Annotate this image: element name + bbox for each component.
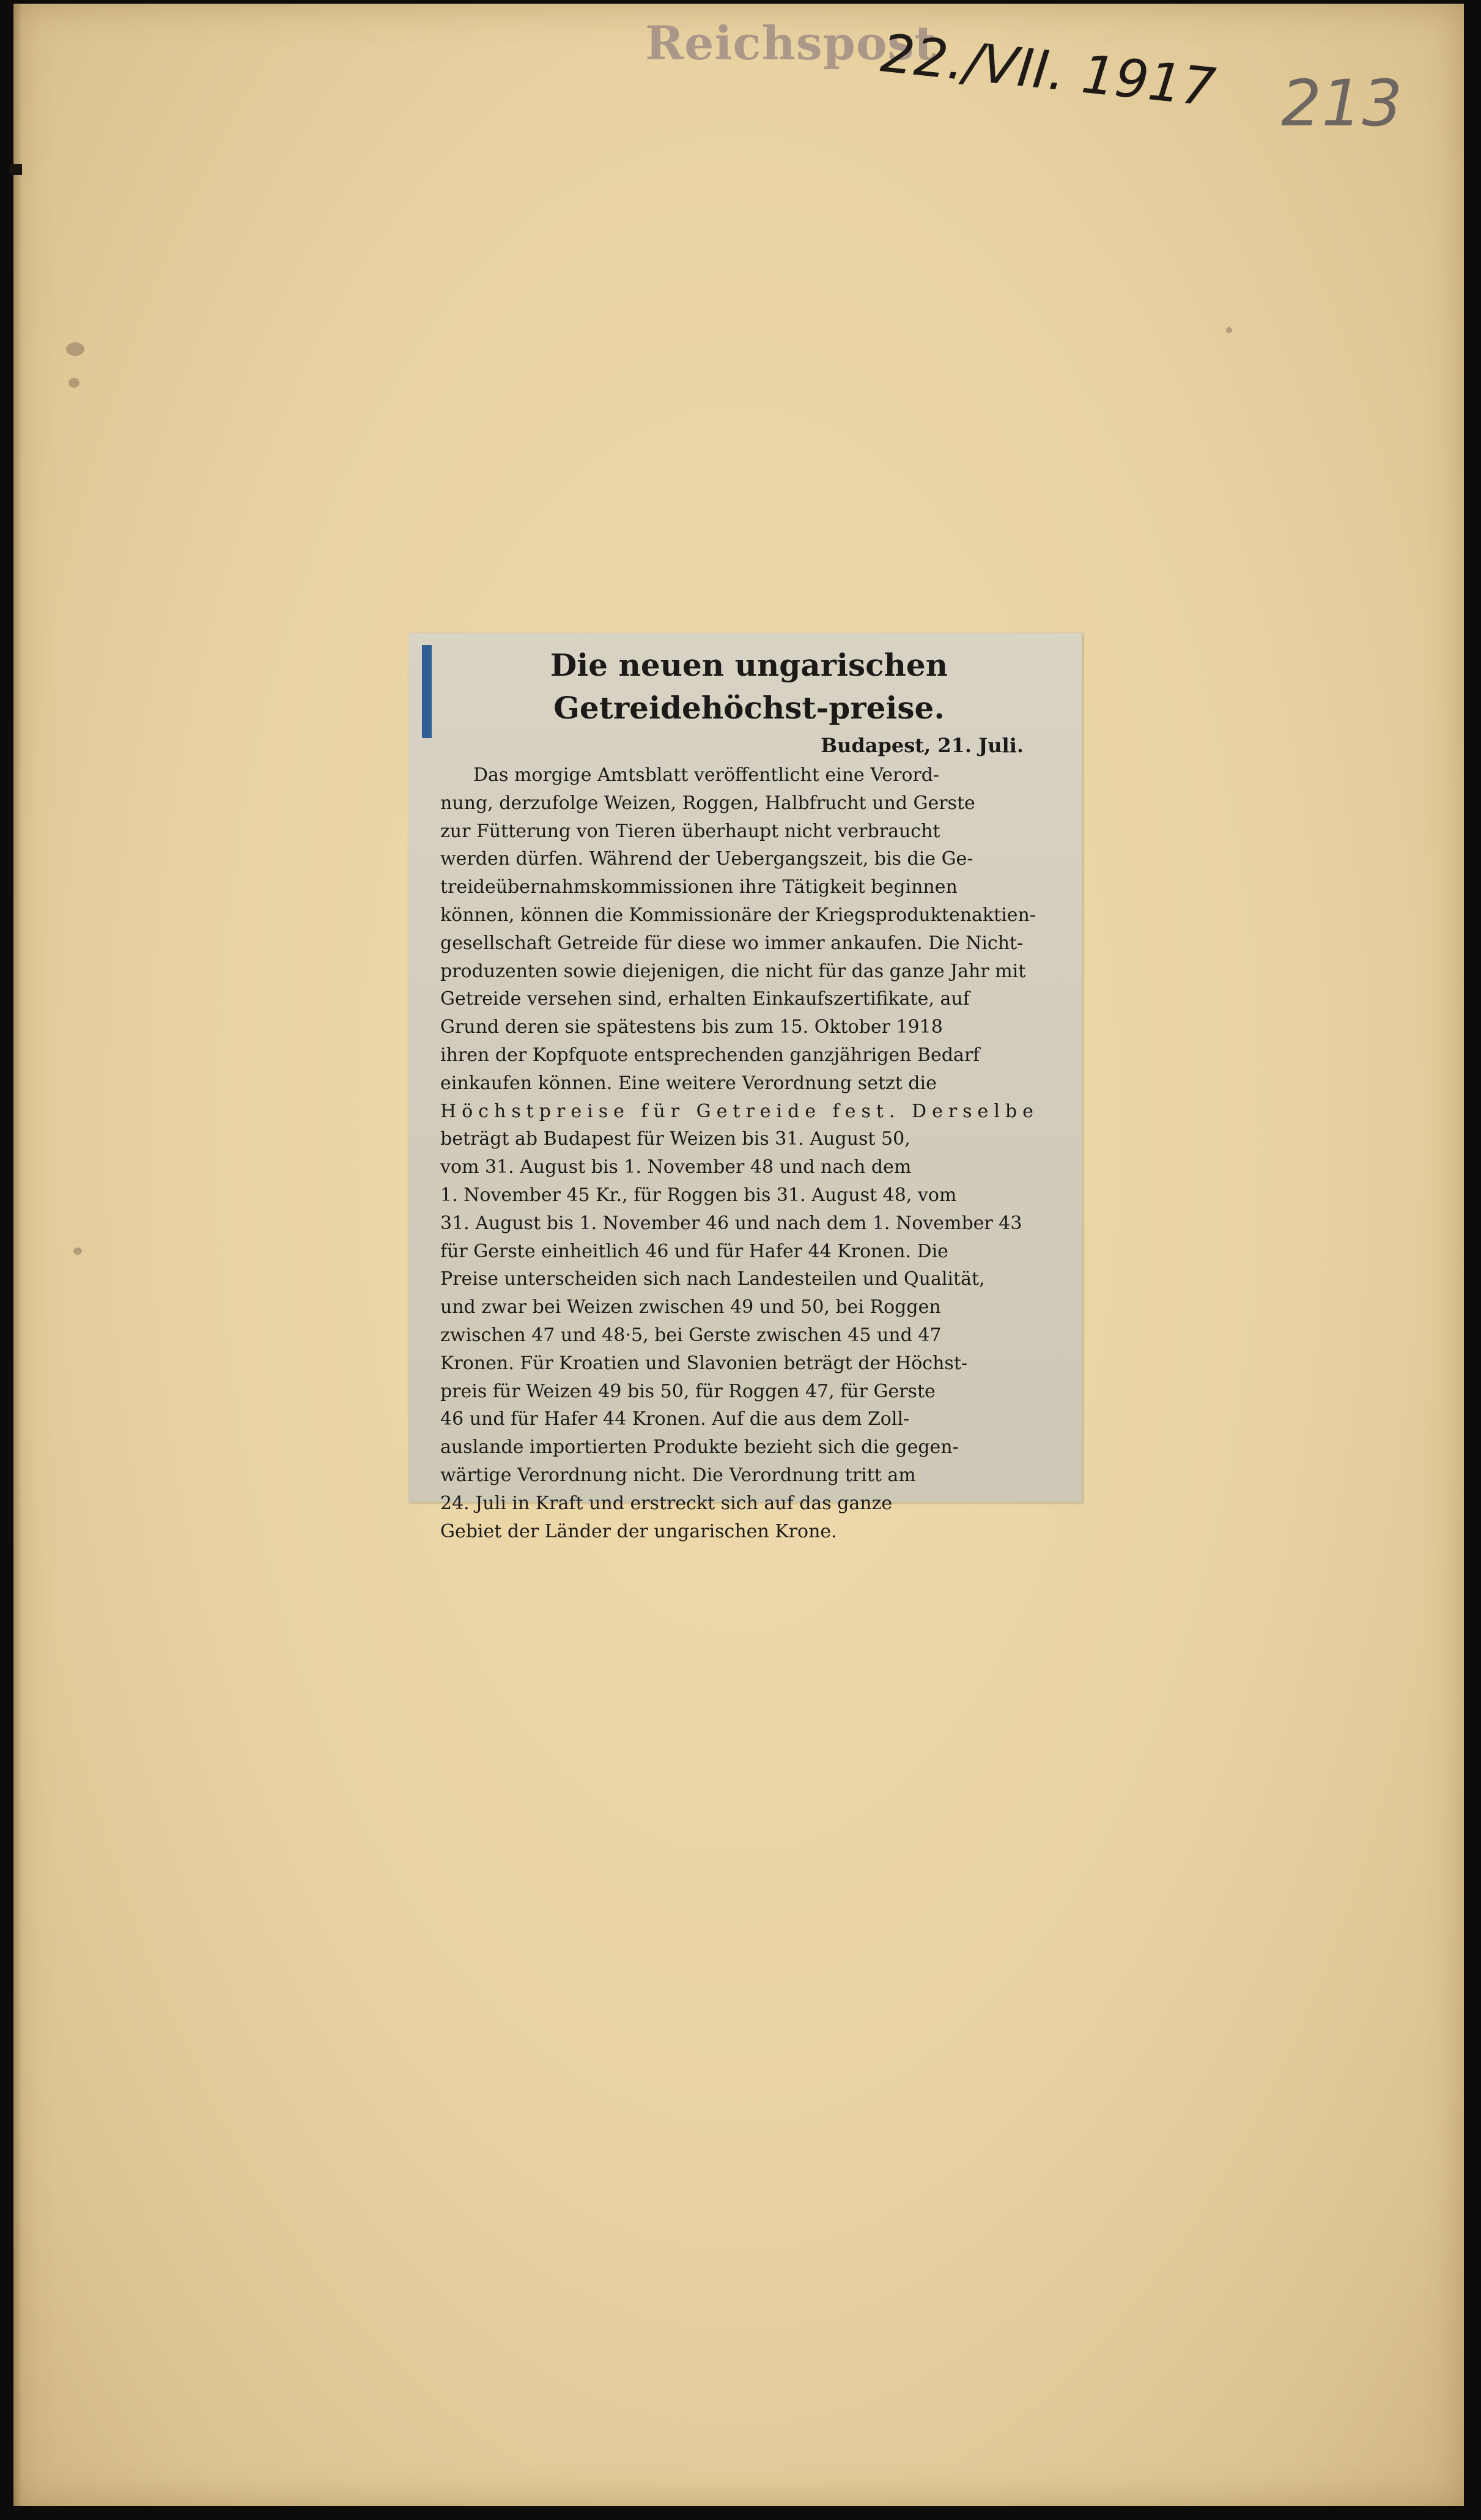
foxing-spot xyxy=(68,378,79,388)
article-line: zwischen 47 und 48·5, bei Gerste zwischen 45 und 47 xyxy=(440,1324,942,1346)
article-line: zur Fütterung von Tieren überhaupt nicht verbraucht xyxy=(440,820,940,842)
article-dateline: Budapest, 21. Juli. xyxy=(821,734,1024,757)
article-line: preis für Weizen 49 bis 50, für Roggen 47, für Gerste xyxy=(440,1380,936,1402)
handwritten-date: 22./VII. 1917 xyxy=(877,23,1219,119)
foxing-spot xyxy=(1226,327,1232,333)
sheet-edge-shadow xyxy=(13,4,22,2506)
article-line: ihren der Kopfquote entsprechenden ganzjährigen Bedarf xyxy=(440,1044,980,1066)
clipping-edge-mark xyxy=(422,645,432,738)
article-line: können, können die Kommissionäre der Kriegsproduktenaktien- xyxy=(440,904,1036,926)
article-line: 24. Juli in Kraft und erstreckt sich auf das ganze xyxy=(440,1492,893,1514)
foxing-spot xyxy=(66,342,84,356)
article-line: werden dürfen. Während der Uebergangszeit, bis die Ge- xyxy=(440,848,973,870)
article-line: Gebiet der Länder der ungarischen Krone. xyxy=(440,1520,837,1542)
newspaper-stamp: Reichspost xyxy=(645,16,937,70)
article-line: Getreide versehen sind, erhalten Einkaufszertifikate, auf xyxy=(440,988,970,1010)
article-line: treideübernahmskommissionen ihre Tätigkeit beginnen xyxy=(440,876,958,898)
article-line: einkaufen können. Eine weitere Verordnung setzt die xyxy=(440,1072,937,1094)
article-line: beträgt ab Budapest für Weizen bis 31. August 50, xyxy=(440,1128,910,1150)
edge-mark xyxy=(10,164,22,175)
article-line: Das morgige Amtsblatt veröffentlicht eine Verord- xyxy=(473,764,940,786)
article-headline: Die neuen ungarischen Getreidehöchst-preise. xyxy=(550,647,948,726)
article-line: auslande importierten Produkte bezieht sich die gegen- xyxy=(440,1436,959,1458)
foxing-spot xyxy=(73,1247,82,1255)
newspaper-clipping xyxy=(408,633,1082,1542)
article-line: produzenten sowie diejenigen, die nicht für das ganze Jahr mit xyxy=(440,960,1026,982)
article-line: gesellschaft Getreide für diese wo immer ankaufen. Die Nicht- xyxy=(440,932,1024,954)
article-line: und zwar bei Weizen zwischen 49 und 50, bei Roggen xyxy=(440,1296,941,1318)
article-line: Kronen. Für Kroatien und Slavonien beträgt der Höchst- xyxy=(440,1352,968,1374)
handwritten-number: 213 xyxy=(1281,66,1403,141)
article-line: Preise unterscheiden sich nach Landesteilen und Qualität, xyxy=(440,1268,985,1290)
article-line: für Gerste einheitlich 46 und für Hafer 44 Kronen. Die xyxy=(440,1240,948,1262)
article-line: Höchstpreise für Getreide fest. Derselbe xyxy=(440,1100,1039,1122)
article-body xyxy=(440,761,1058,1542)
article-line: nung, derzufolge Weizen, Roggen, Halbfrucht und Gerste xyxy=(440,792,975,814)
article-line: wärtige Verordnung nicht. Die Verordnung tritt am xyxy=(440,1464,916,1486)
article-line: 1. November 45 Kr., für Roggen bis 31. August 48, vom xyxy=(440,1184,957,1206)
article-line: Grund deren sie spätestens bis zum 15. Oktober 1918 xyxy=(440,1016,943,1038)
article-line: 46 und für Hafer 44 Kronen. Auf die aus dem Zoll- xyxy=(440,1408,910,1430)
article-line: 31. August bis 1. November 46 und nach dem 1. November 43 xyxy=(440,1212,1022,1234)
article-line: vom 31. August bis 1. November 48 und nach dem xyxy=(440,1156,912,1178)
